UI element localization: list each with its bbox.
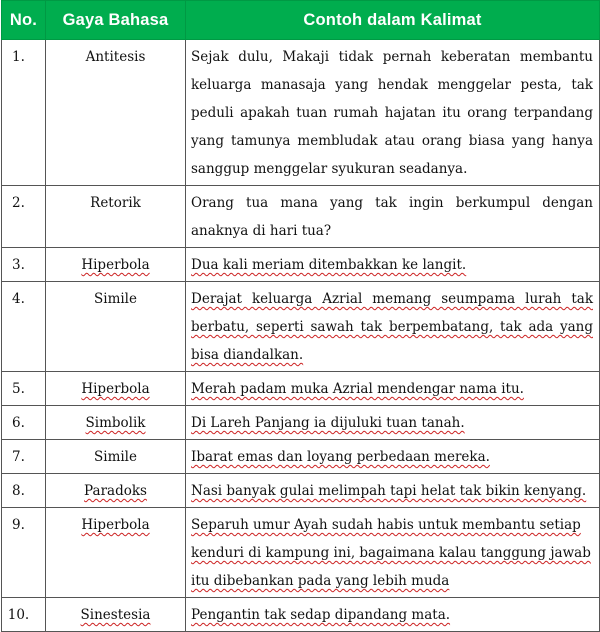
table-row [2,440,600,474]
header-contoh-kalimat: Contoh dalam Kalimat [186,1,600,40]
contoh-kalimat-cell: Ibarat emas dan loyang perbedaan mereka. [186,440,600,474]
contoh-kalimat-cell: Merah padam muka Azrial mendengar nama itu. [186,372,600,406]
gaya-bahasa-cell: Simile [46,440,186,474]
gaya-bahasa-cell: Simbolik [46,406,186,440]
gaya-bahasa-cell: Hiperbola [46,372,186,406]
table-row [2,248,600,282]
table-row [2,186,600,248]
gaya-bahasa-cell: Simile [46,282,186,372]
contoh-kalimat-cell: Separuh umur Ayah sudah habis untuk membantu setiap kenduri di kampung ini, bagaimana kalau tanggung jawab itu dibebankan pada yang lebih muda [186,508,600,598]
table-row [2,40,600,186]
row-number: 4. [2,282,46,372]
contoh-kalimat-cell: Sejak dulu, Makaji tidak pernah keberatan membantu keluarga manasaja yang hendak menggelar pesta, tak peduli apakah tuan rumah hajatan itu orang terpandang yang tamunya membludak atau orang biasa yang hanya sanggup menggelar syukuran seadanya. [186,40,600,186]
row-number: 1. [2,40,46,186]
table-row [2,372,600,406]
gaya-bahasa-cell: Hiperbola [46,508,186,598]
header-no: No. [2,1,46,40]
gaya-bahasa-cell: Hiperbola [46,248,186,282]
row-number: 8. [2,474,46,508]
table-row [2,508,600,598]
gaya-bahasa-cell: Antitesis [46,40,186,186]
row-number: 6. [2,406,46,440]
row-number: 3. [2,248,46,282]
contoh-kalimat-cell: Pengantin tak sedap dipandang mata. [186,598,600,632]
contoh-kalimat-cell: Orang tua mana yang tak ingin berkumpul dengan anaknya di hari tua? [186,186,600,248]
contoh-kalimat-cell: Di Lareh Panjang ia dijuluki tuan tanah. [186,406,600,440]
table-row [2,282,600,372]
table-row [2,598,600,632]
contoh-kalimat-cell: Dua kali meriam ditembakkan ke langit. [186,248,600,282]
gaya-bahasa-cell: Paradoks [46,474,186,508]
header-gaya-bahasa: Gaya Bahasa [46,1,186,40]
contoh-kalimat-cell: Derajat keluarga Azrial memang seumpama lurah tak berbatu, seperti sawah tak berpembatang, tak ada yang bisa diandalkan. [186,282,600,372]
table-row [2,474,600,508]
table-row [2,406,600,440]
table-header-row [2,1,600,40]
gaya-bahasa-cell: Retorik [46,186,186,248]
row-number: 9. [2,508,46,598]
contoh-kalimat-cell: Nasi banyak gulai melimpah tapi helat tak bikin kenyang. [186,474,600,508]
gaya-bahasa-cell: Sinestesia [46,598,186,632]
row-number: 5. [2,372,46,406]
row-number: 10. [2,598,46,632]
gaya-bahasa-table [1,0,600,632]
row-number: 2. [2,186,46,248]
row-number: 7. [2,440,46,474]
